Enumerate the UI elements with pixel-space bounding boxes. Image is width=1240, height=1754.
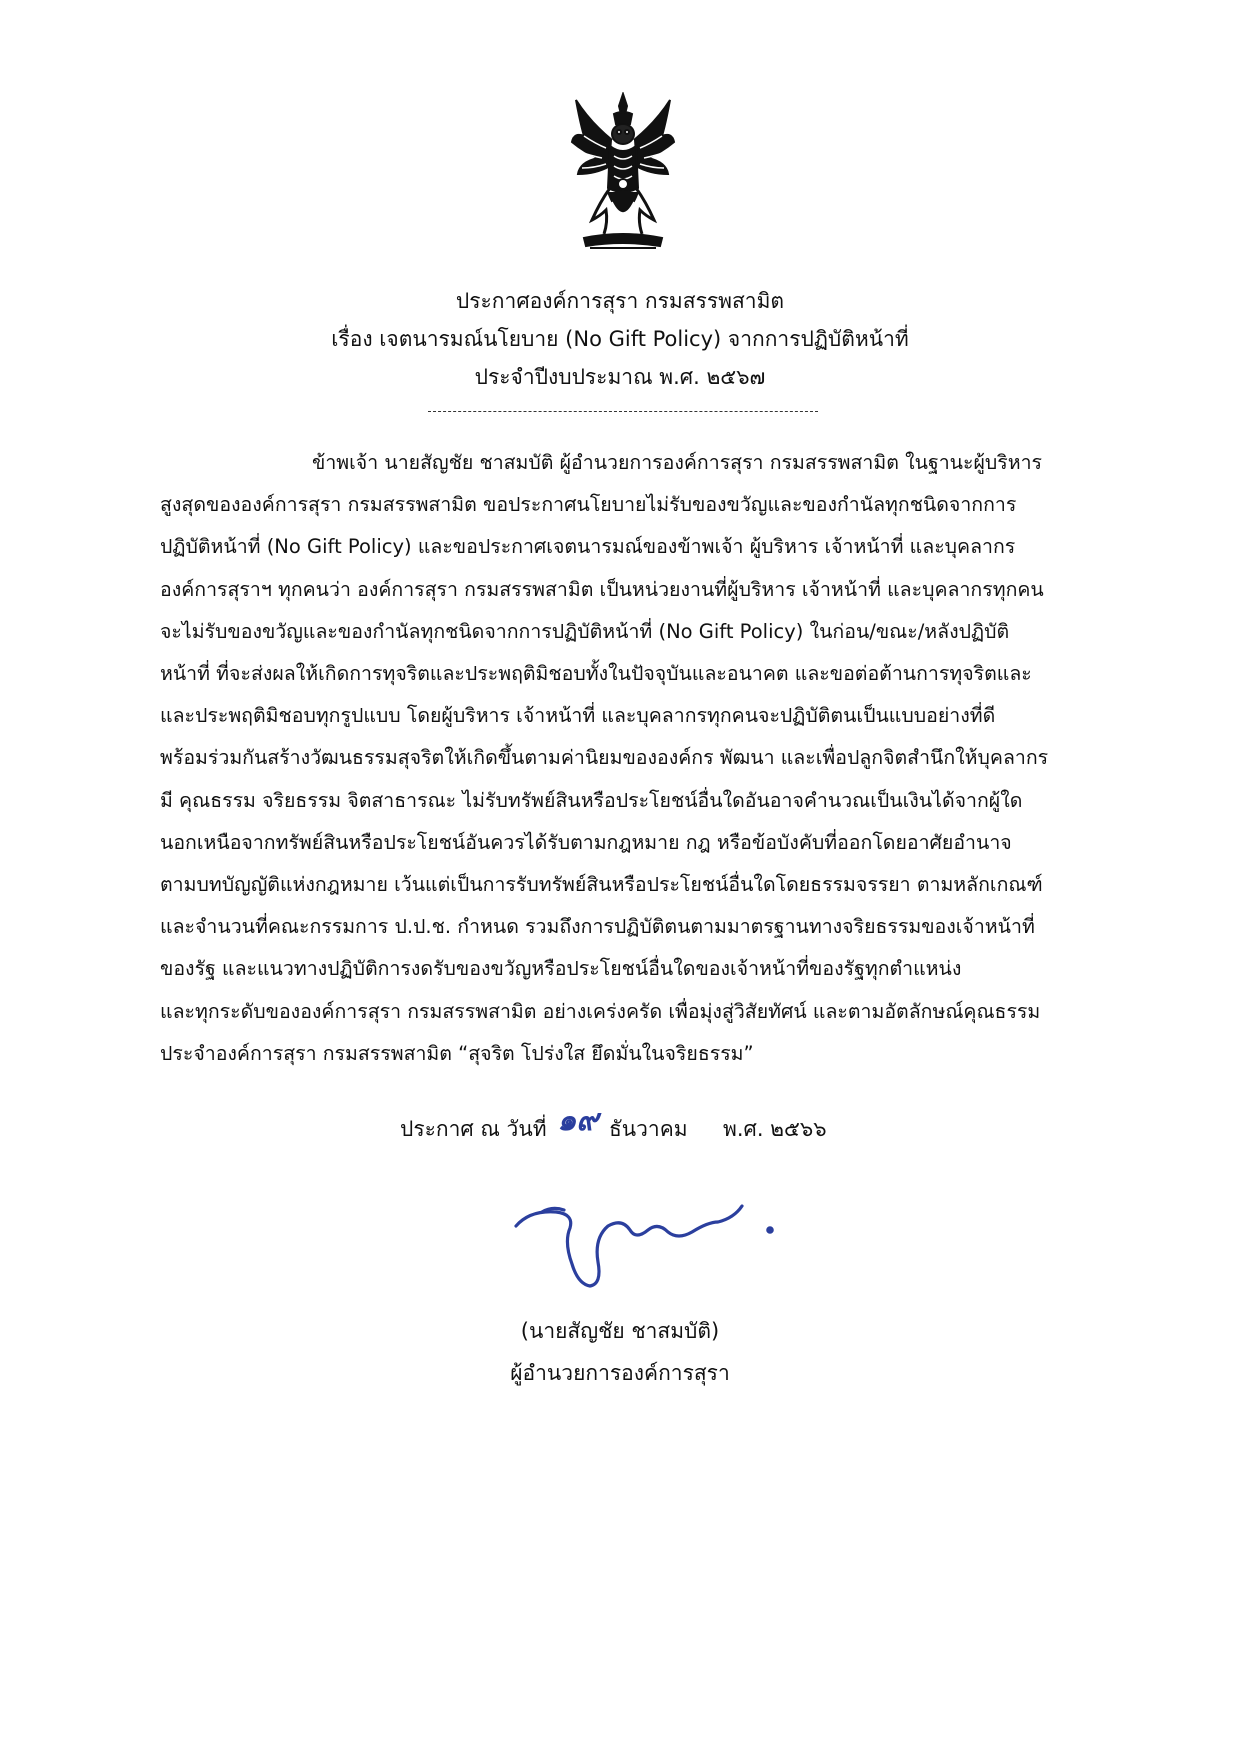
signatory-block <box>420 1310 820 1394</box>
body-line: ของรัฐ และแนวทางปฏิบัติการงดรับของขวัญหรือประโยชน์อื่นใดของเจ้าหน้าที่ของรัฐทุกตำแหน่ง <box>160 957 962 981</box>
handwritten-day: ๑๙ <box>557 1103 599 1138</box>
document-body <box>160 442 1100 1075</box>
body-line: ข้าพเจ้า นายสัญชัย ชาสมบัติ ผู้อำนวยการองค์การสุรา กรมสรรพสามิต ในฐานะผู้บริหาร <box>312 451 1043 474</box>
announcement-month: ธันวาคม <box>608 1117 688 1141</box>
announcement-year: พ.ศ. ๒๕๖๖ <box>722 1117 827 1141</box>
announcement-prefix: ประกาศ ณ วันที่ <box>400 1117 547 1141</box>
header-line-2: เรื่อง เจตนารมณ์นโยบาย (No Gift Policy) จากการปฏิบัติหน้าที่ <box>331 327 909 351</box>
signatory-position: ผู้อำนวยการองค์การสุรา <box>510 1361 730 1385</box>
body-line: สูงสุดขององค์การสุรา กรมสรรพสามิต ขอประกาศนโยบายไม่รับของขวัญและของกำนัลทุกชนิดจากการ <box>160 493 1017 517</box>
body-line: ประจำองค์การสุรา กรมสรรพสามิต “สุจริต โปร่งใส ยึดมั่นในจริยธรรม” <box>160 1041 754 1065</box>
body-line: ปฏิบัติหน้าที่ (No Gift Policy) และขอประกาศเจตนารมณ์ของข้าพเจ้า ผู้บริหาร เจ้าหน้าที่ และบุคลากร <box>160 535 1016 559</box>
body-line: มี คุณธรรม จริยธรรม จิตสาธารณะ ไม่รับทรัพย์สินหรือประโยชน์อื่นใดอันอาจคำนวณเป็นเงินได้จากผู้ใด <box>160 788 1023 812</box>
document-header <box>200 282 1040 396</box>
body-line: ตามบทบัญญัติแห่งกฎหมาย เว้นแต่เป็นการรับทรัพย์สินหรือประโยชน์อื่นใดโดยธรรมจรรยา ตามหลักเกณฑ์ <box>160 873 1043 897</box>
body-line: จะไม่รับของขวัญและของกำนัลทุกชนิดจากการปฏิบัติหน้าที่ (No Gift Policy) ในก่อน/ขณะ/หลังปฏิบัติ <box>160 619 1010 643</box>
signatory-name: (นายสัญชัย ชาสมบัติ) <box>520 1319 720 1343</box>
header-line-3: ประจำปีงบประมาณ พ.ศ. ๒๕๖๗ <box>474 365 766 389</box>
handwritten-signature <box>512 1182 782 1292</box>
body-line: และจำนวนที่คณะกรรมการ ป.ป.ช. กำหนด รวมถึงการปฏิบัติตนตามมาตรฐานทางจริยธรรมของเจ้าหน้าที่ <box>160 915 1035 939</box>
body-line: องค์การสุราฯ ทุกคนว่า องค์การสุรา กรมสรรพสามิต เป็นหน่วยงานที่ผู้บริหาร เจ้าหน้าที่ และบุคลากรทุกคน <box>160 577 1044 601</box>
body-line: นอกเหนือจากทรัพย์สินหรือประโยชน์อันควรได้รับตามกฎหมาย กฎ หรือข้อบังคับที่ออกโดยอาศัยอำนาจ <box>160 830 1012 854</box>
body-line: พร้อมร่วมกันสร้างวัฒนธรรมสุจริตให้เกิดขึ้นตามค่านิยมขององค์กร พัฒนา และเพื่อปลูกจิตสำนึกให้บุคลากร <box>160 746 1049 770</box>
header-line-1: ประกาศองค์การสุรา กรมสรรพสามิต <box>455 289 785 313</box>
body-line: หน้าที่ ที่จะส่งผลให้เกิดการทุจริตและประพฤติมิชอบทั้งในปัจจุบันและอนาคต และขอต่อต้านการทุจริตและ <box>160 662 1032 686</box>
announcement-date <box>400 1103 827 1144</box>
body-line: และทุกระดับขององค์การสุรา กรมสรรพสามิต อย่างเคร่งครัด เพื่อมุ่งสู่วิสัยทัศน์ และตามอัตลักษณ์คุณธรรม <box>160 999 1041 1023</box>
garuda-emblem-icon <box>570 92 676 252</box>
header-divider <box>428 411 818 412</box>
body-line: และประพฤติมิชอบทุกรูปแบบ โดยผู้บริหาร เจ้าหน้าที่ และบุคลากรทุกคนจะปฏิบัติตนเป็นแบบอย่างที่ดี <box>160 704 996 728</box>
